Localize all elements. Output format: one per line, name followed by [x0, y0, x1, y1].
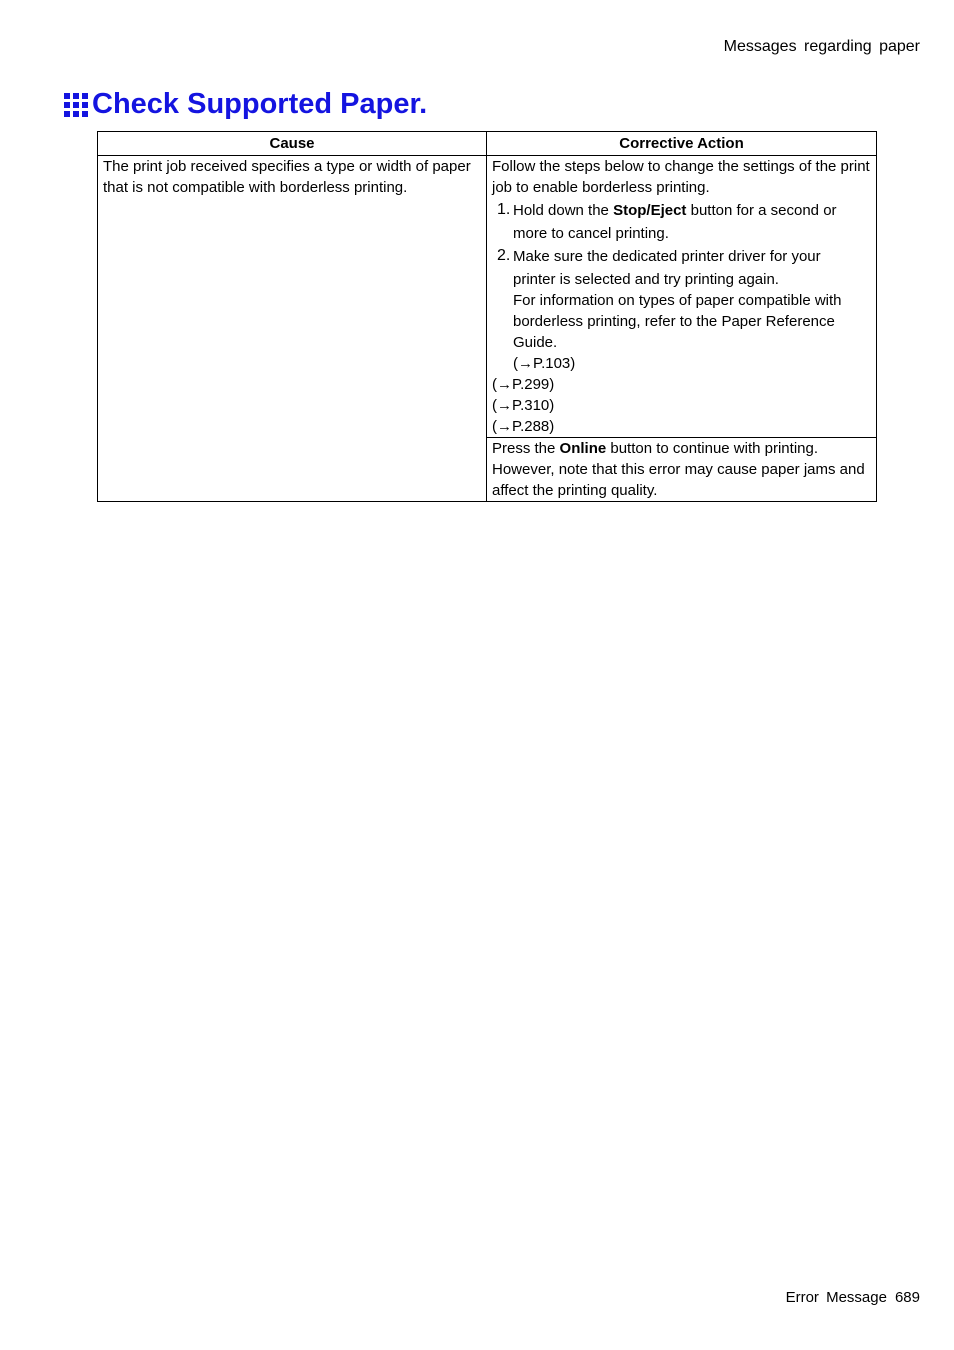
- page-reference-link[interactable]: (→P.310): [492, 397, 555, 414]
- table-row: [98, 156, 877, 438]
- step-text: button for a second or: [686, 202, 837, 219]
- action-cell-steps: [487, 156, 877, 438]
- cause-cell: The print job received specifies a type or width of paper that is not compatible with borderless printing.: [98, 156, 487, 502]
- table-header-row: [98, 132, 877, 156]
- step-text: Hold down the: [513, 202, 614, 219]
- action-text: button to continue with printing. However, note that this error may cause paper jams and affect the printing quality.: [492, 440, 865, 499]
- step-list: [492, 200, 871, 290]
- grid-bullet-icon: [64, 93, 88, 117]
- action-text: Press the: [492, 440, 560, 457]
- page-number: 689: [894, 1289, 920, 1306]
- info-note: For information on types of paper compatible with borderless printing, refer to the Paper Reference Guide.: [513, 292, 842, 351]
- step-item-1: [492, 200, 871, 244]
- stop-eject-button-label: Stop/Eject: [613, 202, 687, 219]
- step-number: 1.: [497, 201, 511, 218]
- message-table: [97, 131, 877, 502]
- running-header: Messages regarding paper: [723, 38, 920, 55]
- page-title: [64, 88, 427, 121]
- page-title-text: Check Supported Paper.: [92, 88, 428, 120]
- action-header: Corrective Action: [487, 132, 877, 156]
- step-text: more to cancel printing.: [513, 225, 669, 242]
- footer-section: Error Message: [785, 1289, 887, 1306]
- step-text: Make sure the dedicated printer driver for your: [513, 248, 821, 265]
- action-cell-online: [487, 438, 877, 502]
- step-item-2: [492, 246, 871, 290]
- step-number: 2.: [497, 247, 511, 264]
- cause-header: Cause: [98, 132, 487, 156]
- online-button-label: Online: [559, 440, 607, 457]
- page-reference-link[interactable]: (→P.288): [492, 418, 555, 435]
- action-intro: Follow the steps below to change the settings of the print job to enable borderless printing.: [492, 158, 870, 196]
- page-reference-link[interactable]: (→P.299): [492, 376, 555, 393]
- step-text: printer is selected and try printing again.: [513, 271, 779, 288]
- page-footer: [786, 1289, 920, 1306]
- page-reference-link[interactable]: (→P.103): [513, 355, 576, 372]
